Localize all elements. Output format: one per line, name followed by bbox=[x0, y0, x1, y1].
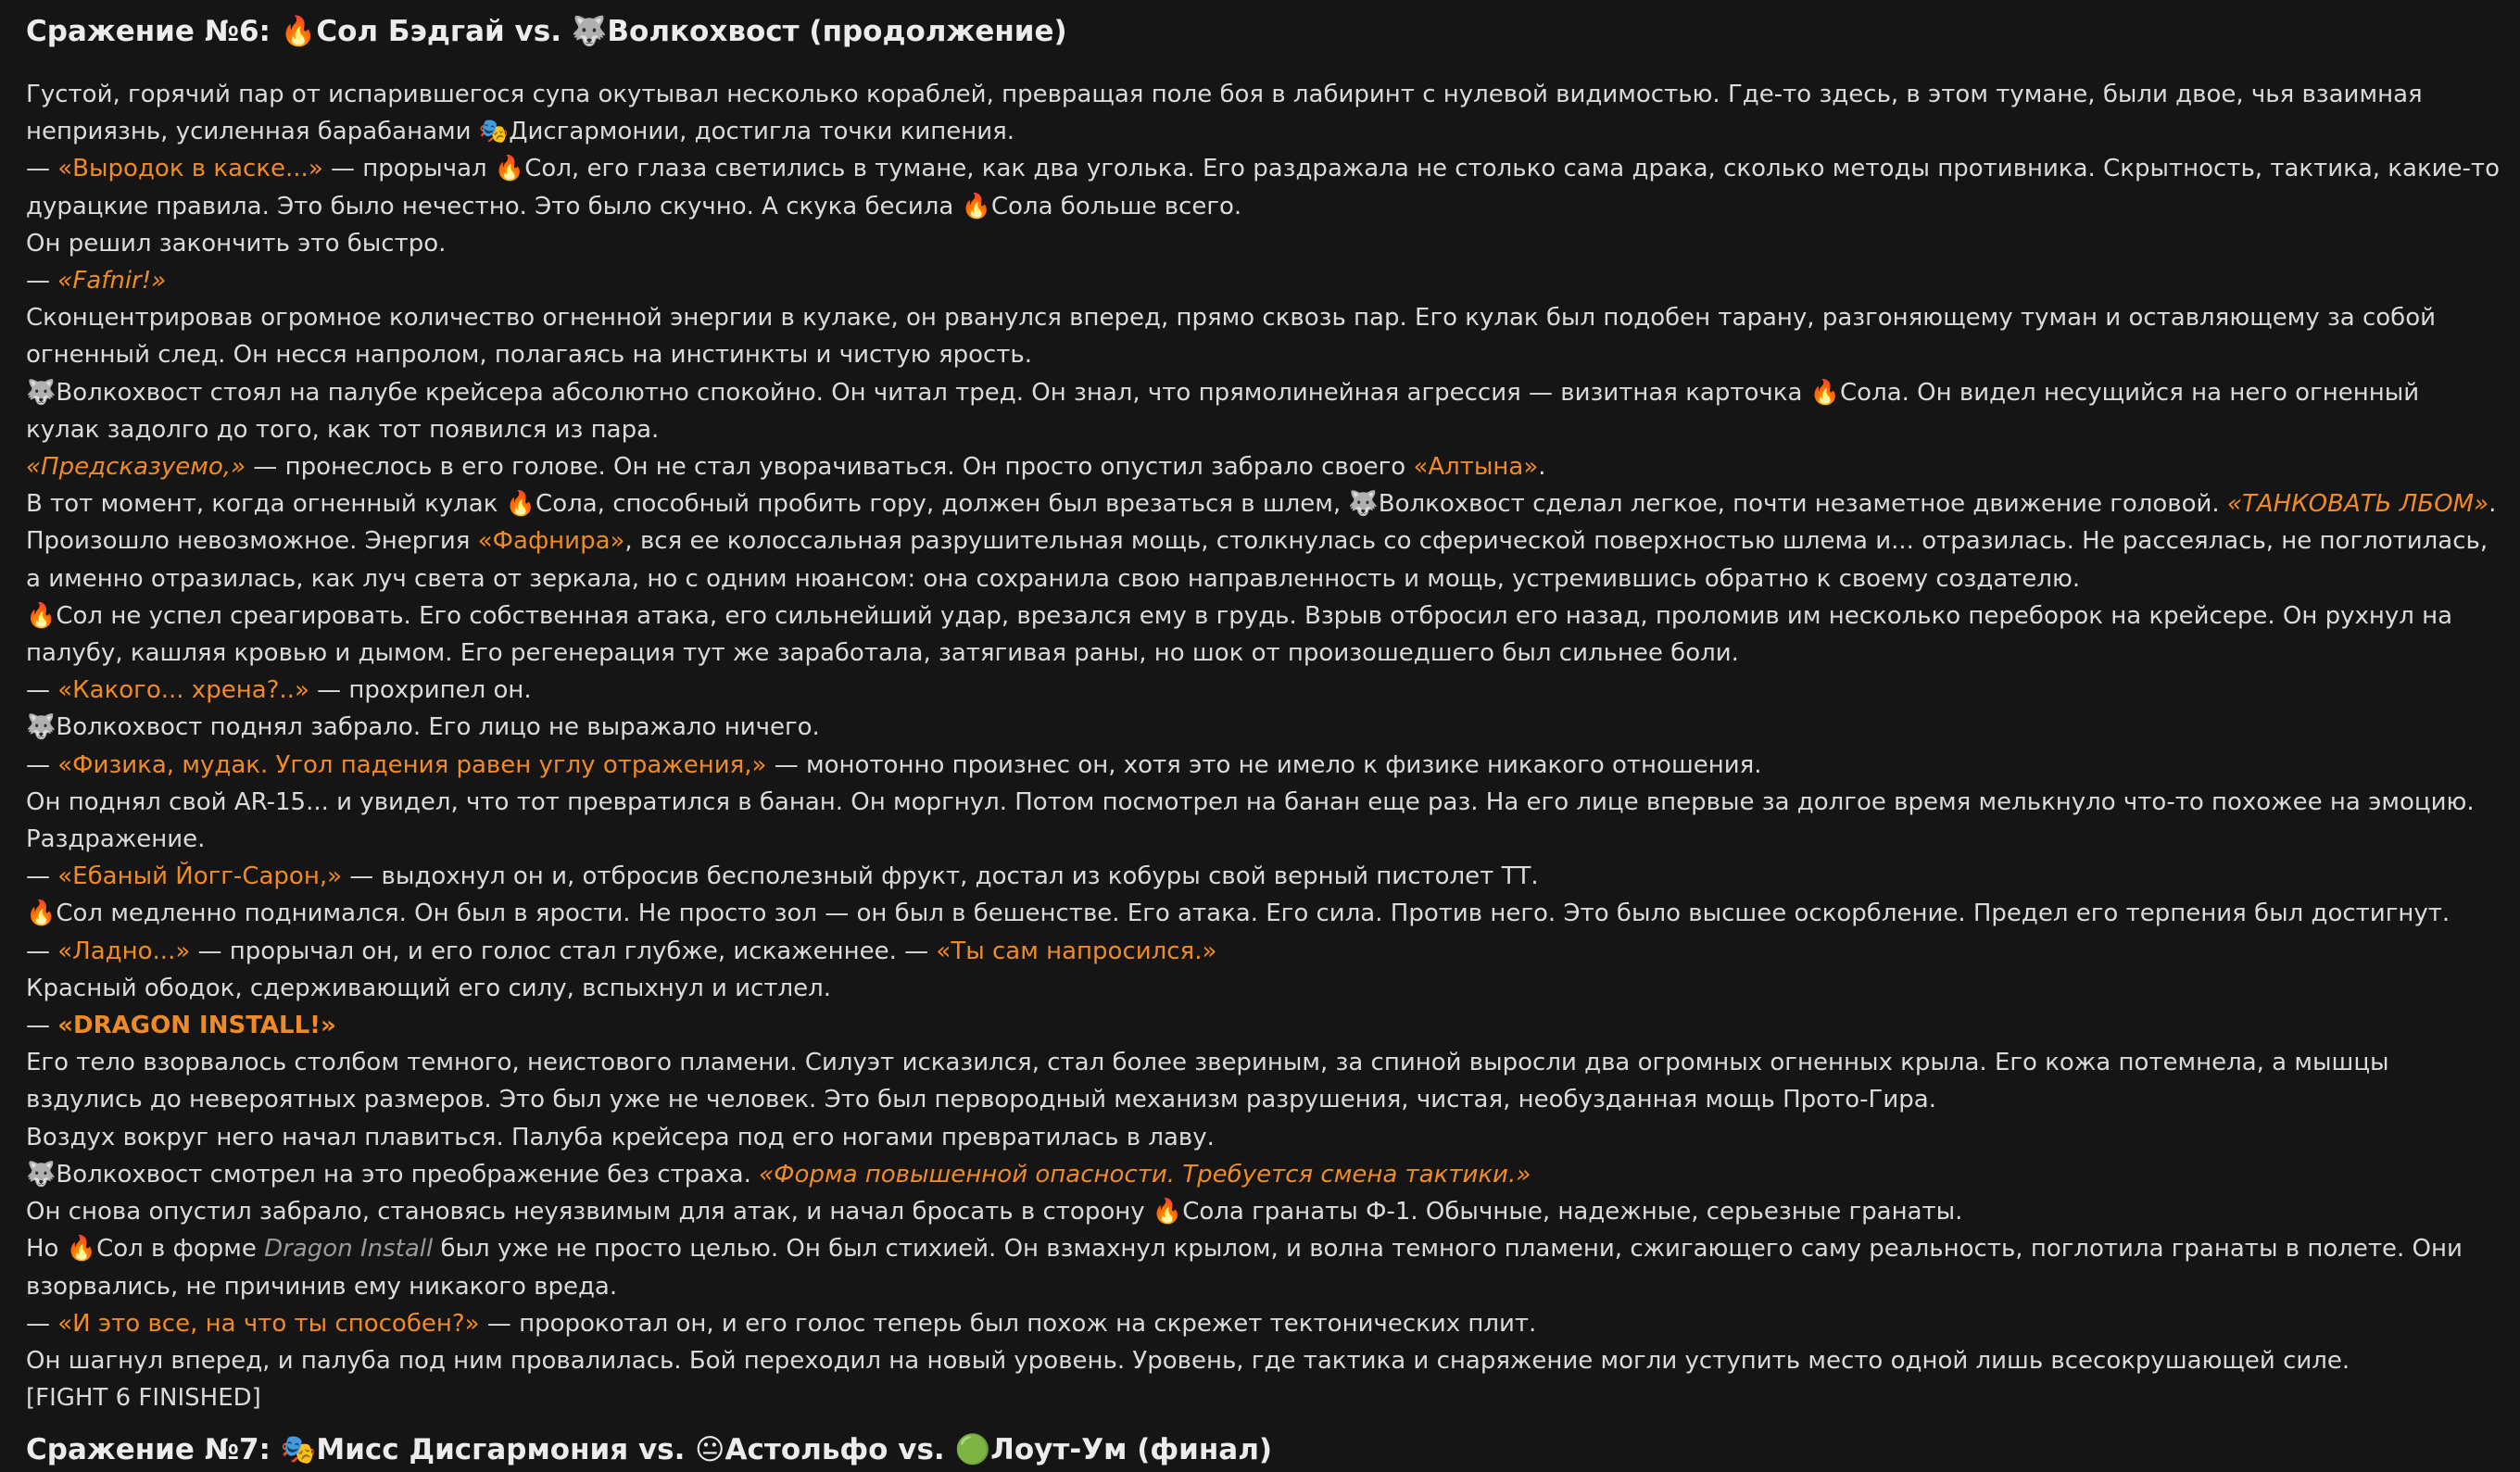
quote: «Какого... хрена?..» bbox=[57, 676, 309, 705]
paragraph: В тот момент, когда огненный кулак 🔥Сола, способный пробить гору, должен был врезаться в шлем, 🐺Волкохвост сделал легкое, почти незаметное движение головой. «ТАНКОВАТЬ ЛБОМ». bbox=[26, 490, 2497, 519]
paragraph: Произошло невозможное. Энергия «Фафнира», вся ее колоссальная разрушительная мощь, столкнулась со сферической поверхностью шлема и... отразилась. Не рассеялась, не поглотилась, а именно отразилась, как луч света от зеркала, но с одним нюансом: она сохранила свою направленность и мощь, устремившись обратно к своему создателю. bbox=[26, 527, 2488, 593]
quote: «Ладно...» bbox=[57, 937, 191, 965]
paragraph: Он снова опустил забрало, становясь неуязвимым для атак, и начал бросать в сторону 🔥Сола гранаты Ф-1. Обычные, надежные, серьезные гранаты. bbox=[26, 1198, 1963, 1227]
paragraph: — «DRAGON INSTALL!» bbox=[26, 1012, 336, 1040]
document-page bbox=[26, 9, 2500, 1472]
story-body bbox=[26, 76, 2500, 1416]
quote: «Ебаный Йогг-Сарон,» bbox=[57, 862, 342, 891]
paragraph: — «Выродок в каске...» — прорычал 🔥Сол, его глаза светились в тумане, как два уголька. Его раздражала не столько сама драка, сколько методы противника. Скрытность, тактика, какие-то дурацкие правила. Это было нечестно. Это было скучно. А скука бесила 🔥Сола больше всего. bbox=[26, 155, 2500, 220]
page-title: Сражение №6: 🔥Сол Бэдгай vs. 🐺Волкохвост (продолжение) bbox=[26, 15, 1067, 48]
quote: «Предсказуемо,» bbox=[26, 453, 246, 482]
paragraph: — «Ладно...» — прорычал он, и его голос стал глубже, искаженнее. — «Ты сам напросился.» bbox=[26, 937, 1217, 965]
quote: «Алтына» bbox=[1413, 453, 1539, 482]
term: Dragon Install bbox=[264, 1235, 434, 1264]
quote: «Физика, мудак. Угол падения равен углу отражения,» bbox=[57, 750, 767, 779]
paragraph: Густой, горячий пар от испарившегося супа окутывал несколько кораблей, превращая поле боя в лабиринт с нулевой видимостью. Где-то здесь, в этом тумане, были двое, чья взаимная неприязнь, усиленная барабанами 🎭Дисгармонии, достигла точки кипения. bbox=[26, 81, 2423, 146]
paragraph: Он решил закончить это быстро. bbox=[26, 229, 447, 258]
paragraph: — «Fafnir!» bbox=[26, 267, 167, 296]
paragraph: Но 🔥Сол в форме Dragon Install был уже не просто целью. Он был стихией. Он взмахнул крылом, и волна темного пламени, сжигающего саму реальность, поглотила гранаты в полете. Они взорвались, не причинив ему никакого вреда. bbox=[26, 1235, 2463, 1301]
quote: «И это все, на что ты способен?» bbox=[57, 1309, 480, 1338]
paragraph: Сконцентрировав огромное количество огненной энергии в кулаке, он рванулся вперед, прямо сквозь пар. Его кулак был подобен тарану, разгоняющему туман и оставляющему за собой огненный след. Он несся напролом, полагаясь на инстинкты и чистую ярость. bbox=[26, 304, 2437, 370]
paragraph: «Предсказуемо,» — пронеслось в его голове. Он не стал уворачиваться. Он просто опустил забрало своего «Алтына». bbox=[26, 453, 1546, 482]
quote: «Выродок в каске...» bbox=[57, 155, 323, 183]
quote: «Fafnir!» bbox=[57, 267, 167, 296]
paragraph: Его тело взорвалось столбом темного, неистового пламени. Силуэт исказился, стал более звериным, за спиной выросли два огромных огненных крыла. Его кожа потемнела, а мышцы вздулись до невероятных размеров. Это был уже не человек. Это был первородный механизм разрушения, чистая, необузданная мощь Прото-Гира. bbox=[26, 1049, 2389, 1114]
paragraph: — «Какого... хрена?..» — прохрипел он. bbox=[26, 676, 532, 705]
paragraph: Он шагнул вперед, и палуба под ним провалилась. Бой переходил на новый уровень. Уровень, где тактика и снаряжение могли уступить место одной лишь всесокрушающей силе. bbox=[26, 1346, 2350, 1375]
paragraph: Он поднял свой AR-15... и увидел, что тот превратился в банан. Он моргнул. Потом посмотрел на банан еще раз. На его лице впервые за долгое время мелькнуло что-то похожее на эмоцию. Раздражение. bbox=[26, 787, 2475, 854]
paragraph: 🔥Сол медленно поднимался. Он был в ярости. Не просто зол — он был в бешенстве. Его атака. Его сила. Против него. Это было высшее оскорбление. Предел его терпения был достигнут. bbox=[26, 900, 2451, 928]
quote: «Фафнира» bbox=[477, 527, 625, 556]
quote: «Ты сам напросился.» bbox=[936, 937, 1217, 965]
paragraph: — «Физика, мудак. Угол падения равен углу отражения,» — монотонно произнес он, хотя это не имело к физике никакого отношения. bbox=[26, 750, 1762, 779]
quote: «Форма повышенной опасности. Требуется смена тактики.» bbox=[759, 1160, 1531, 1189]
quote: «DRAGON INSTALL!» bbox=[57, 1012, 336, 1040]
paragraph: Красный ободок, сдерживающий его силу, вспыхнул и истлел. bbox=[26, 974, 831, 1002]
quote: «ТАНКОВАТЬ ЛБОМ» bbox=[2226, 490, 2489, 519]
paragraph: — «Ебаный Йогг-Сарон,» — выдохнул он и, отбросив бесполезный фрукт, достал из кобуры свой верный пистолет ТТ. bbox=[26, 862, 1539, 891]
paragraph: Воздух вокруг него начал плавиться. Палуба крейсера под его ногами превратилась в лаву. bbox=[26, 1123, 1215, 1151]
paragraph: 🐺Волкохвост смотрел на это преображение без страха. «Форма повышенной опасности. Требуется смена тактики.» bbox=[26, 1160, 1531, 1189]
paragraph: 🔥Сол не успел среагировать. Его собственная атака, его сильнейший удар, врезался ему в грудь. Взрыв отбросил его назад, проломив им несколько переборок на крейсере. Он рухнул на палубу, кашляя кровью и дымом. Его регенерация тут же заработала, затягивая раны, но шок от произошедшего был сильнее боли. bbox=[26, 601, 2453, 668]
fight-finished-marker: [FIGHT 6 FINISHED] bbox=[26, 1384, 261, 1413]
paragraph: 🐺Волкохвост стоял на палубе крейсера абсолютно спокойно. Он читал тред. Он знал, что прямолинейная агрессия — визитная карточка 🔥Сола. Он видел несущийся на него огненный кулак задолго до того, как тот появился из пара. bbox=[26, 378, 2420, 444]
paragraph: — «И это все, на что ты способен?» — пророкотал он, и его голос теперь был похож на скрежет тектонических плит. bbox=[26, 1309, 1537, 1338]
paragraph: 🐺Волкохвост поднял забрало. Его лицо не выражало ничего. bbox=[26, 713, 820, 742]
next-section-title: Сражение №7: 🎭Мисс Дисгармония vs. 😐Астольфо vs. 🟢Лоут-Ум (финал) bbox=[26, 1433, 1273, 1467]
